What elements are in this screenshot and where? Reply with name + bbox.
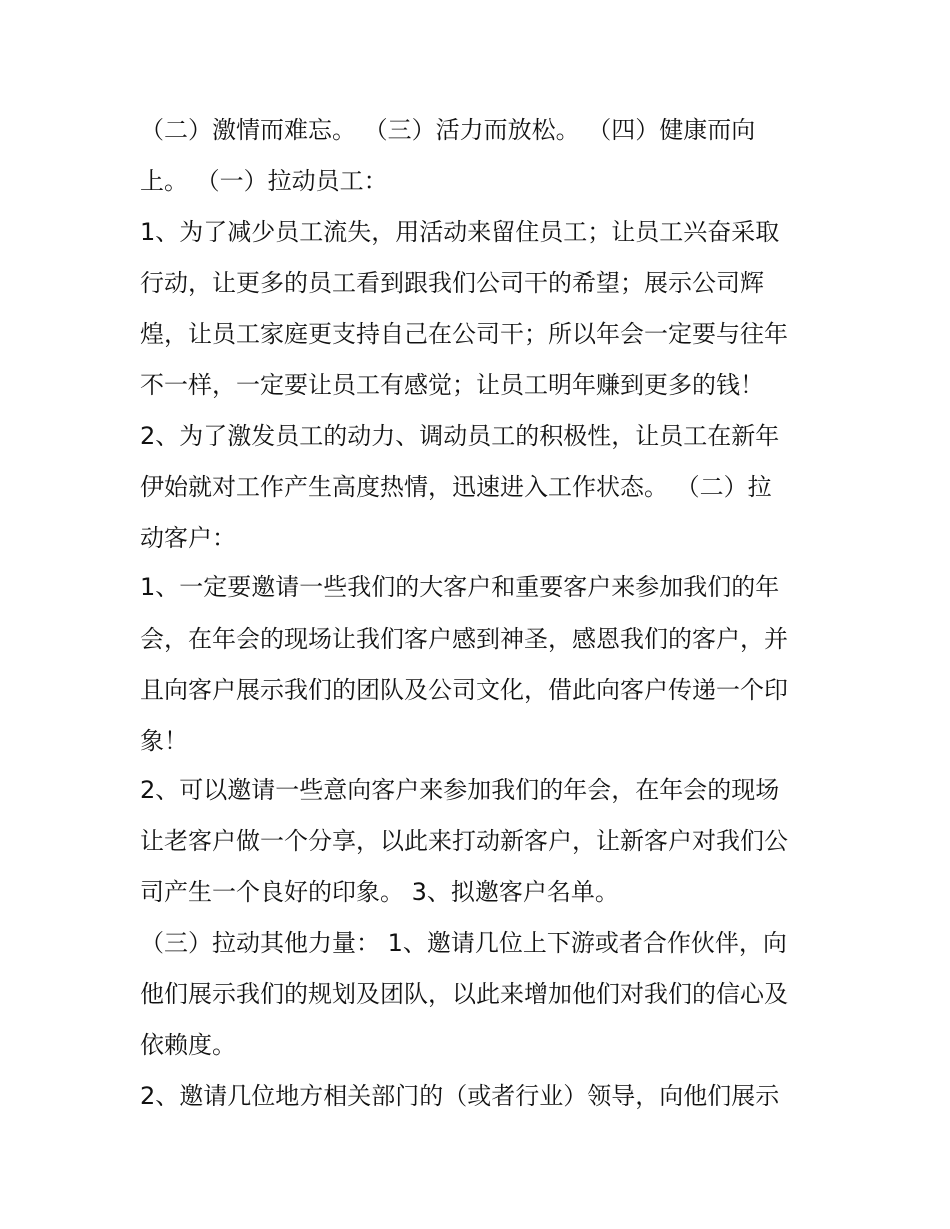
text-line: 1、一定要邀请一些我们的大客户和重要客户来参加我们的年 — [140, 573, 780, 601]
text-line: 伊始就对工作产生高度热情，迅速进入工作状态。 （二）拉 — [140, 473, 772, 501]
text-line: 依赖度。 — [140, 1031, 236, 1059]
text-line: 动客户： — [140, 524, 236, 552]
text-line: 2、可以邀请一些意向客户来参加我们的年会，在年会的现场 — [140, 776, 780, 804]
text-line: 煌，让员工家庭更支持自己在公司干；所以年会一定要与往年 — [140, 320, 788, 348]
text-line: 行动，让更多的员工看到跟我们公司干的希望；展示公司辉 — [140, 269, 764, 297]
text-line: 2、为了激发员工的动力、调动员工的积极性，让员工在新年 — [140, 422, 780, 450]
text-line: （三）拉动其他力量： 1、邀请几位上下游或者合作伙伴，向 — [140, 929, 787, 957]
text-line: 象！ — [140, 727, 188, 755]
text-line: 会，在年会的现场让我们客户感到神圣，感恩我们的客户，并 — [140, 625, 788, 653]
text-line: （二）激情而难忘。 （三）活力而放松。 （四）健康而向 — [140, 116, 756, 144]
text-line: 不一样，一定要让员工有感觉；让员工明年赚到更多的钱！ — [140, 371, 764, 399]
text-line: 让老客户做一个分享，以此来打动新客户，让新客户对我们公 — [140, 827, 788, 855]
text-line: 且向客户展示我们的团队及公司文化，借此向客户传递一个印 — [140, 676, 788, 704]
text-line: 他们展示我们的规划及团队，以此来增加他们对我们的信心及 — [140, 980, 788, 1008]
text-line: 1、为了减少员工流失，用活动来留住员工；让员工兴奋采取 — [140, 218, 780, 246]
text-line: 司产生一个良好的印象。 3、拟邀客户名单。 — [140, 878, 619, 906]
text-line: 上。 （一）拉动员工： — [140, 167, 388, 195]
text-line: 2、邀请几位地方相关部门的（或者行业）领导，向他们展示 — [140, 1082, 780, 1110]
